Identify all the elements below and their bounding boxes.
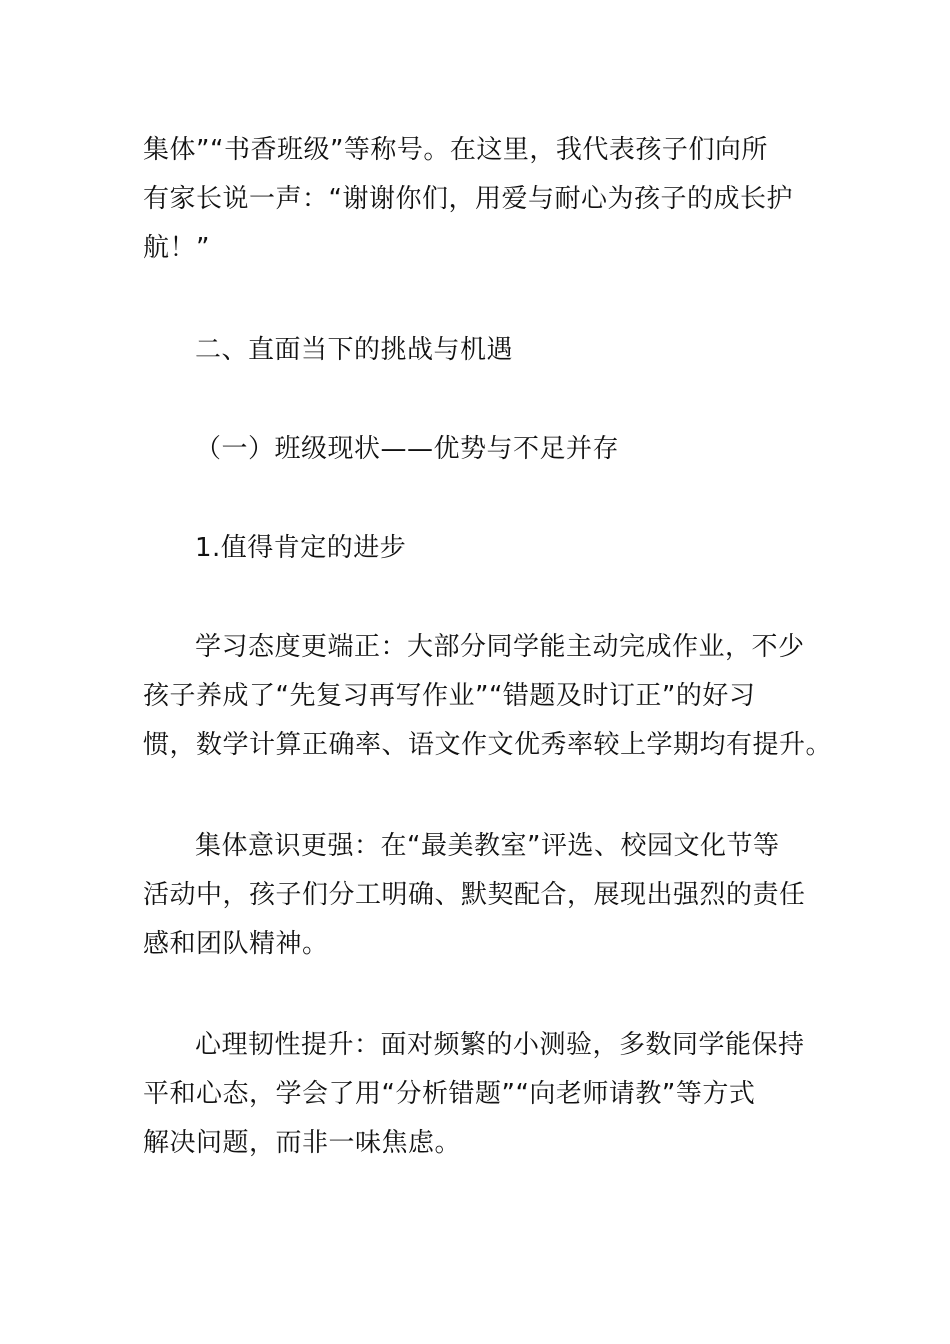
section-heading-block	[143, 326, 807, 375]
paragraph-line: 惯，数学计算正确率、语文作文优秀率较上学期均有提升。	[143, 730, 833, 760]
intro-paragraph	[143, 126, 807, 273]
paragraph-line: 集体意识更强：在“最美教室”评选、校园文化节等	[195, 831, 780, 861]
paragraph-collective-awareness	[143, 822, 807, 969]
paragraph-line: 平和心态，学会了用“分析错题”“向老师请教”等方式	[143, 1079, 756, 1109]
paragraph-line: 感和团队精神。	[143, 929, 329, 959]
paragraph-study-attitude	[143, 623, 833, 770]
section-heading: 二、直面当下的挑战与机遇	[195, 335, 514, 365]
paragraph-line: 学习态度更端正：大部分同学能主动完成作业，不少	[195, 632, 805, 662]
paragraph-line: 活动中，孩子们分工明确、默契配合，展现出强烈的责任	[143, 880, 806, 910]
paragraph-line: 航！”	[143, 233, 210, 263]
subsection-heading-block	[143, 425, 807, 474]
paragraph-line: 心理韧性提升：面对频繁的小测验，多数同学能保持	[195, 1030, 805, 1060]
subsection-heading: （一）班级现状——优势与不足并存	[195, 434, 620, 464]
paragraph-line: 孩子养成了“先复习再写作业”“错题及时订正”的好习	[143, 681, 756, 711]
item-heading: 1.值得肯定的进步	[195, 533, 407, 563]
paragraph-line: 有家长说一声：“谢谢你们，用爱与耐心为孩子的成长护	[143, 184, 793, 214]
paragraph-resilience	[143, 1021, 807, 1168]
paragraph-line: 集体”“书香班级”等称号。在这里，我代表孩子们向所	[143, 135, 768, 165]
item-heading-block	[143, 524, 807, 573]
paragraph-line: 解决问题，而非一味焦虑。	[143, 1128, 462, 1158]
